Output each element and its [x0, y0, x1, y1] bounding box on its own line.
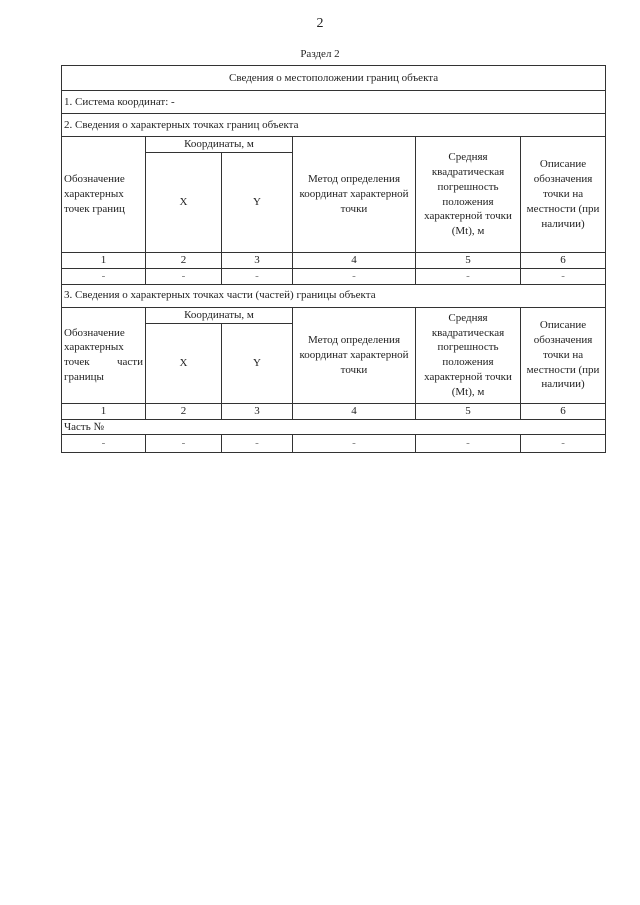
point-designation-header: Обозначение характерных точек границ — [62, 137, 146, 253]
column-number: 6 — [521, 253, 606, 269]
table-cell: - — [62, 435, 146, 453]
method-header: Метод определения координат характерной точки — [293, 137, 416, 253]
column-number: 3 — [222, 253, 293, 269]
designation-line: границы — [64, 371, 104, 384]
method-header: Метод определения координат характерной точки — [293, 307, 416, 403]
coord-system-line: 1. Система координат: - — [62, 91, 606, 114]
column-number: 2 — [146, 403, 222, 419]
column-number-row — [62, 253, 606, 269]
table-cell: - — [222, 268, 293, 284]
table-title: Сведения о местоположении границ объекта — [62, 66, 606, 91]
column-number: 5 — [416, 253, 521, 269]
coordinates-header: Координаты, м — [146, 307, 293, 323]
table-cell: - — [416, 435, 521, 453]
boundary-info-table — [61, 65, 606, 453]
x-header: X — [146, 153, 222, 253]
column-number: 1 — [62, 403, 146, 419]
table-cell: - — [293, 268, 416, 284]
table-cell: - — [62, 268, 146, 284]
description-header: Описание обозначения точки на местности (при наличии) — [521, 137, 606, 253]
designation-line: точек части — [64, 356, 143, 369]
column-number: 1 — [62, 253, 146, 269]
points-heading: 2. Сведения о характерных точках границ объекта — [62, 114, 606, 137]
table-cell: - — [222, 435, 293, 453]
table-cell: - — [146, 435, 222, 453]
table-cell: - — [521, 268, 606, 284]
column-number: 5 — [416, 403, 521, 419]
table-row — [62, 435, 606, 453]
column-number-row — [62, 403, 606, 419]
table-row — [62, 268, 606, 284]
part-points-heading: 3. Сведения о характерных точках части (частей) границы объекта — [62, 284, 606, 307]
table-cell: - — [416, 268, 521, 284]
column-number: 4 — [293, 253, 416, 269]
column-number: 3 — [222, 403, 293, 419]
table-cell: - — [293, 435, 416, 453]
coordinates-header: Координаты, м — [146, 137, 293, 153]
error-header: Средняя квадратическая погрешность положения характерной точки (Mt), м — [416, 137, 521, 253]
section-label: Раздел 2 — [300, 48, 340, 60]
error-header: Средняя квадратическая погрешность положения характерной точки (Mt), м — [416, 307, 521, 403]
table-cell: - — [146, 268, 222, 284]
table-cell: - — [521, 435, 606, 453]
column-number: 2 — [146, 253, 222, 269]
column-number: 6 — [521, 403, 606, 419]
part-point-designation-header — [62, 307, 146, 403]
x-header: X — [146, 323, 222, 403]
description-header: Описание обозначения точки на местности (при наличии) — [521, 307, 606, 403]
designation-line: Обозначение характерных — [64, 326, 125, 354]
y-header: Y — [222, 323, 293, 403]
column-number: 4 — [293, 403, 416, 419]
part-number-label: Часть № — [62, 419, 606, 435]
y-header: Y — [222, 153, 293, 253]
page-number: 2 — [316, 16, 324, 31]
